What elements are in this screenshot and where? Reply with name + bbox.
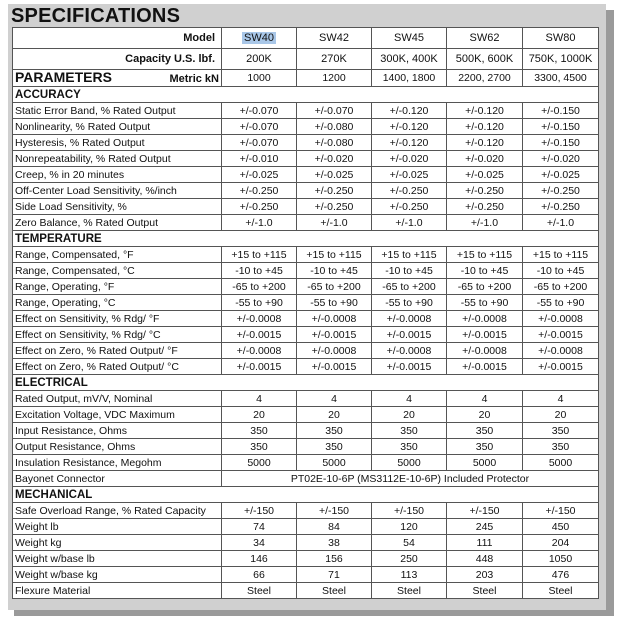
specifications-table: [12, 27, 599, 599]
parameter-label: Hysteresis, % Rated Output: [13, 135, 222, 151]
parameter-value: -65 to +200: [523, 279, 599, 295]
table-row: [13, 439, 599, 455]
parameter-label: Insulation Resistance, Megohm: [13, 455, 222, 471]
table-row: [13, 311, 599, 327]
parameter-value: +/-0.0008: [297, 343, 372, 359]
parameter-value: 20: [222, 407, 297, 423]
parameter-value: +/-0.020: [447, 151, 523, 167]
model-name: [372, 28, 447, 49]
parameter-value: +/-0.025: [222, 167, 297, 183]
table-row: [13, 455, 599, 471]
metric-kn-label: Metric kN: [169, 73, 219, 85]
parameter-label: Side Load Sensitivity, %: [13, 199, 222, 215]
parameter-value: 111: [447, 535, 523, 551]
parameter-value: +/-0.150: [523, 135, 599, 151]
parameter-label: Bayonet Connector: [13, 471, 222, 487]
parameter-value: -10 to +45: [447, 263, 523, 279]
capacity-lbf-value: 750K, 1000K: [523, 49, 599, 70]
parameter-value: +/-0.0015: [222, 327, 297, 343]
section-title: MECHANICAL: [13, 487, 599, 503]
parameter-value: 34: [222, 535, 297, 551]
parameter-value: Steel: [222, 583, 297, 599]
parameter-label: Zero Balance, % Rated Output: [13, 215, 222, 231]
parameter-value: +/-1.0: [523, 215, 599, 231]
parameter-label: Input Resistance, Ohms: [13, 423, 222, 439]
parameter-value: 250: [372, 551, 447, 567]
parameter-value: +/-0.025: [447, 167, 523, 183]
parameter-value: 350: [523, 423, 599, 439]
table-row: [13, 103, 599, 119]
parameter-value: +/-0.250: [222, 199, 297, 215]
parameter-label: Weight w/base lb: [13, 551, 222, 567]
model-name-text: SW42: [319, 32, 349, 44]
parameter-value: +/-150: [372, 503, 447, 519]
capacity-lbf-row: [13, 49, 599, 70]
parameter-value: 350: [222, 423, 297, 439]
parameter-value: +/-150: [447, 503, 523, 519]
parameter-value: +/-150: [523, 503, 599, 519]
spanning-value: PT02E-10-6P (MS3112E-10-6P) Included Protector: [222, 471, 599, 487]
table-row: [13, 135, 599, 151]
capacity-kn-value: 2200, 2700: [447, 70, 523, 87]
parameter-value: +/-1.0: [297, 215, 372, 231]
parameter-value: +/-1.0: [372, 215, 447, 231]
capacity-kn-value: 1000: [222, 70, 297, 87]
parameter-label: Weight kg: [13, 535, 222, 551]
parameter-label: Flexure Material: [13, 583, 222, 599]
parameter-value: +/-1.0: [222, 215, 297, 231]
parameter-value: +/-0.0015: [297, 327, 372, 343]
parameter-value: +/-0.070: [222, 119, 297, 135]
parameter-value: Steel: [372, 583, 447, 599]
table-row: [13, 519, 599, 535]
capacity-lbf-value: 500K, 600K: [447, 49, 523, 70]
parameter-value: -10 to +45: [297, 263, 372, 279]
parameter-value: 5000: [222, 455, 297, 471]
parameter-label: Weight w/base kg: [13, 567, 222, 583]
parameter-value: 204: [523, 535, 599, 551]
parameter-label: Output Resistance, Ohms: [13, 439, 222, 455]
parameter-value: +15 to +115: [222, 247, 297, 263]
table-row: [13, 583, 599, 599]
model-label: Model: [13, 28, 222, 49]
parameter-value: +/-1.0: [447, 215, 523, 231]
parameter-value: Steel: [297, 583, 372, 599]
parameter-label: Range, Compensated, °F: [13, 247, 222, 263]
table-row: [13, 247, 599, 263]
table-row: [13, 407, 599, 423]
parameters-heading: [13, 70, 222, 87]
parameter-value: +/-0.0008: [523, 343, 599, 359]
parameters-label: PARAMETERS: [15, 69, 112, 85]
parameter-value: 5000: [372, 455, 447, 471]
parameter-value: +/-0.020: [372, 151, 447, 167]
table-row: [13, 423, 599, 439]
parameter-value: 113: [372, 567, 447, 583]
table-row: [13, 535, 599, 551]
parameter-value: 350: [297, 423, 372, 439]
parameter-value: +/-0.120: [447, 135, 523, 151]
parameter-value: +/-0.020: [297, 151, 372, 167]
parameter-value: +/-0.0008: [297, 311, 372, 327]
page-title: SPECIFICATIONS: [11, 5, 181, 27]
parameter-value: +/-0.250: [447, 199, 523, 215]
table-row: [13, 295, 599, 311]
table-row: [13, 391, 599, 407]
parameter-label: Off-Center Load Sensitivity, %/inch: [13, 183, 222, 199]
parameter-value: 71: [297, 567, 372, 583]
parameter-value: +/-0.120: [372, 119, 447, 135]
section-header-row: [13, 231, 599, 247]
parameter-value: 74: [222, 519, 297, 535]
parameter-value: Steel: [523, 583, 599, 599]
parameter-value: +/-0.025: [297, 167, 372, 183]
parameter-value: -65 to +200: [297, 279, 372, 295]
parameter-value: +/-0.010: [222, 151, 297, 167]
parameter-value: 450: [523, 519, 599, 535]
parameter-value: +/-150: [297, 503, 372, 519]
parameter-value: +15 to +115: [447, 247, 523, 263]
parameter-value: +/-0.250: [222, 183, 297, 199]
capacity-kn-value: 1200: [297, 70, 372, 87]
parameter-value: -55 to +90: [297, 295, 372, 311]
parameter-value: -65 to +200: [447, 279, 523, 295]
parameter-value: +/-0.0008: [222, 311, 297, 327]
parameter-value: -10 to +45: [372, 263, 447, 279]
parameter-value: +/-0.080: [297, 135, 372, 151]
table-row: [13, 567, 599, 583]
section-header-row: [13, 87, 599, 103]
parameter-value: 20: [372, 407, 447, 423]
parameter-value: +/-0.250: [372, 183, 447, 199]
parameter-value: +/-0.150: [523, 103, 599, 119]
table-row: [13, 503, 599, 519]
capacity-kn-value: 3300, 4500: [523, 70, 599, 87]
parameter-label: Range, Operating, °C: [13, 295, 222, 311]
parameter-value: 4: [222, 391, 297, 407]
parameter-value: +/-0.025: [523, 167, 599, 183]
parameter-value: 448: [447, 551, 523, 567]
table-row: [13, 551, 599, 567]
parameter-value: 20: [447, 407, 523, 423]
parameter-value: +/-0.120: [372, 103, 447, 119]
model-name: [222, 28, 297, 49]
parameter-value: +/-150: [222, 503, 297, 519]
parameter-value: +/-0.250: [523, 183, 599, 199]
section-header-row: [13, 375, 599, 391]
parameter-value: +/-0.025: [372, 167, 447, 183]
parameter-value: 1050: [523, 551, 599, 567]
parameter-value: +/-0.0008: [447, 311, 523, 327]
parameter-label: Rated Output, mV/V, Nominal: [13, 391, 222, 407]
parameter-value: -10 to +45: [222, 263, 297, 279]
parameter-value: +/-0.250: [447, 183, 523, 199]
parameter-value: +/-0.250: [297, 183, 372, 199]
parameter-value: 350: [297, 439, 372, 455]
parameter-value: 84: [297, 519, 372, 535]
parameter-value: 20: [297, 407, 372, 423]
model-row: [13, 28, 599, 49]
section-header-row: [13, 487, 599, 503]
parameter-value: -10 to +45: [523, 263, 599, 279]
parameter-value: +/-0.250: [372, 199, 447, 215]
parameter-label: Effect on Sensitivity, % Rdg/ °C: [13, 327, 222, 343]
parameter-value: -55 to +90: [372, 295, 447, 311]
parameter-value: +/-0.250: [523, 199, 599, 215]
parameter-value: +/-0.0008: [372, 311, 447, 327]
model-name: [447, 28, 523, 49]
table-row: [13, 343, 599, 359]
page-shadow-right: [606, 10, 614, 614]
parameter-value: +15 to +115: [523, 247, 599, 263]
section-title: TEMPERATURE: [13, 231, 599, 247]
parameter-value: +/-0.0015: [222, 359, 297, 375]
parameter-value: +/-0.0015: [372, 359, 447, 375]
parameter-value: +/-0.0015: [297, 359, 372, 375]
parameter-value: 38: [297, 535, 372, 551]
table-row: [13, 151, 599, 167]
parameter-value: +15 to +115: [372, 247, 447, 263]
parameter-value: 4: [297, 391, 372, 407]
parameter-label: Excitation Voltage, VDC Maximum: [13, 407, 222, 423]
model-name: [523, 28, 599, 49]
parameter-value: +/-0.0015: [447, 359, 523, 375]
parameter-value: +/-0.0008: [372, 343, 447, 359]
parameter-label: Nonrepeatability, % Rated Output: [13, 151, 222, 167]
page-shadow-bottom: [14, 610, 614, 616]
parameter-value: +/-0.0015: [372, 327, 447, 343]
capacity-lbf-value: 300K, 400K: [372, 49, 447, 70]
model-name-text: SW62: [469, 32, 500, 44]
parameter-value: +/-0.070: [222, 103, 297, 119]
table-row: [13, 279, 599, 295]
parameter-value: +/-0.120: [447, 119, 523, 135]
parameter-value: +/-0.0008: [523, 311, 599, 327]
parameter-value: +/-0.0008: [447, 343, 523, 359]
parameter-value: 120: [372, 519, 447, 535]
parameter-value: 20: [523, 407, 599, 423]
table-row: [13, 359, 599, 375]
parameter-value: 4: [523, 391, 599, 407]
parameter-value: 350: [447, 423, 523, 439]
table-row: [13, 263, 599, 279]
parameter-label: Effect on Zero, % Rated Output/ °C: [13, 359, 222, 375]
parameters-row: [13, 70, 599, 87]
table-row: [13, 471, 599, 487]
parameter-value: -55 to +90: [447, 295, 523, 311]
parameter-label: Effect on Sensitivity, % Rdg/ °F: [13, 311, 222, 327]
parameter-value: 4: [447, 391, 523, 407]
parameter-label: Weight lb: [13, 519, 222, 535]
table-row: [13, 199, 599, 215]
parameter-value: -55 to +90: [523, 295, 599, 311]
parameter-value: 350: [222, 439, 297, 455]
parameter-value: +15 to +115: [297, 247, 372, 263]
section-title: ELECTRICAL: [13, 375, 599, 391]
capacity-label: Capacity U.S. lbf.: [13, 49, 222, 70]
parameter-label: Effect on Zero, % Rated Output/ °F: [13, 343, 222, 359]
parameter-value: +/-0.070: [222, 135, 297, 151]
parameter-value: +/-0.070: [297, 103, 372, 119]
parameter-label: Creep, % in 20 minutes: [13, 167, 222, 183]
table-row: [13, 215, 599, 231]
parameter-value: 5000: [297, 455, 372, 471]
parameter-value: Steel: [447, 583, 523, 599]
parameter-value: -55 to +90: [222, 295, 297, 311]
parameter-value: +/-0.120: [447, 103, 523, 119]
section-title: ACCURACY: [13, 87, 599, 103]
parameter-value: +/-0.250: [297, 199, 372, 215]
parameter-value: +/-0.080: [297, 119, 372, 135]
parameter-value: 350: [447, 439, 523, 455]
table-row: [13, 119, 599, 135]
model-name-text: SW40: [244, 32, 274, 44]
parameter-value: +/-0.0015: [447, 327, 523, 343]
parameter-value: 245: [447, 519, 523, 535]
table-row: [13, 183, 599, 199]
parameter-value: 476: [523, 567, 599, 583]
table-row: [13, 327, 599, 343]
parameter-value: 156: [297, 551, 372, 567]
parameter-label: Static Error Band, % Rated Output: [13, 103, 222, 119]
model-name-text: SW80: [545, 32, 576, 44]
parameter-value: -65 to +200: [222, 279, 297, 295]
parameter-value: 203: [447, 567, 523, 583]
parameter-value: 66: [222, 567, 297, 583]
parameter-value: +/-0.0015: [523, 359, 599, 375]
parameter-value: +/-0.120: [372, 135, 447, 151]
parameter-value: -65 to +200: [372, 279, 447, 295]
parameter-label: Range, Operating, °F: [13, 279, 222, 295]
parameter-value: 350: [372, 439, 447, 455]
parameter-value: 5000: [447, 455, 523, 471]
parameter-label: Safe Overload Range, % Rated Capacity: [13, 503, 222, 519]
parameter-label: Range, Compensated, °C: [13, 263, 222, 279]
parameter-value: 54: [372, 535, 447, 551]
model-name-text: SW45: [394, 32, 424, 44]
parameter-value: 5000: [523, 455, 599, 471]
capacity-kn-value: 1400, 1800: [372, 70, 447, 87]
parameter-value: 350: [372, 423, 447, 439]
parameter-value: +/-0.150: [523, 119, 599, 135]
table-row: [13, 167, 599, 183]
parameter-value: 350: [523, 439, 599, 455]
parameter-value: +/-0.0015: [523, 327, 599, 343]
capacity-lbf-value: 270K: [297, 49, 372, 70]
parameter-value: +/-0.020: [523, 151, 599, 167]
parameter-label: Nonlinearity, % Rated Output: [13, 119, 222, 135]
model-name: [297, 28, 372, 49]
parameter-value: +/-0.0008: [222, 343, 297, 359]
capacity-lbf-value: 200K: [222, 49, 297, 70]
parameter-value: 146: [222, 551, 297, 567]
parameter-value: 4: [372, 391, 447, 407]
